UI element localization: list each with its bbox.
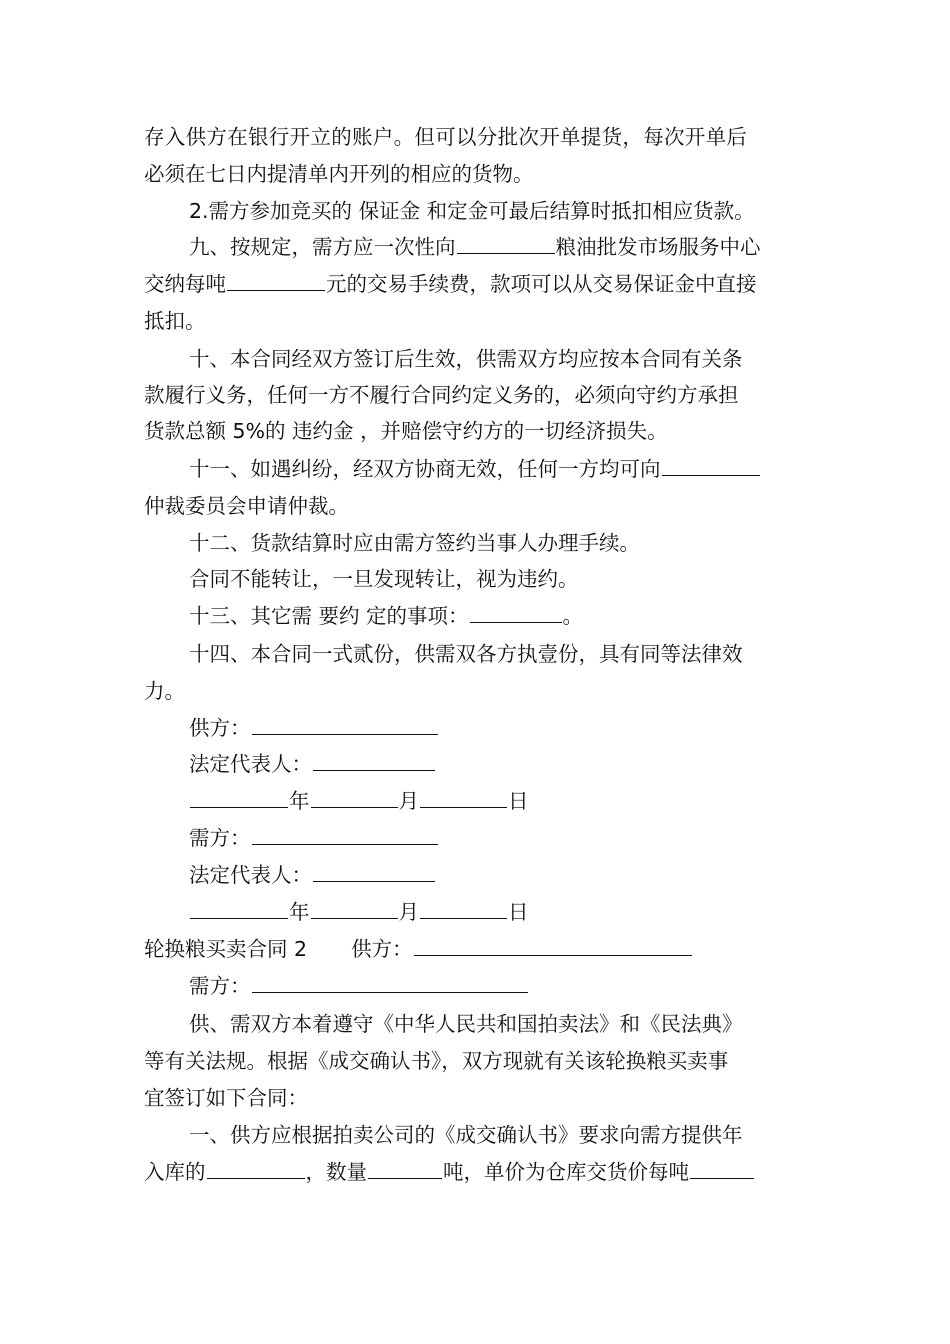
line-text: 。 [562,604,584,628]
line-text: 供方： [351,937,413,961]
line-text: 抵扣。 [144,309,206,333]
line-text: 需方： [189,826,251,850]
line-text: 法定代表人： [189,752,312,776]
blank-field [252,970,528,993]
paragraph-line [144,266,808,303]
line-text: 供方： [189,716,251,740]
line-text: 等有关法规。根据《成交确认书》，双方现就有关该轮换粮买卖事 [144,1049,729,1073]
clause-12 [189,525,808,562]
blank-field [227,268,325,291]
line-text: 供、需双方本着遵守《中华人民共和国拍卖法》和《民法典》 [189,1012,743,1036]
blank-field [311,785,398,808]
buyer-representative [189,857,808,894]
paragraph-line [144,1080,808,1117]
contract-2-heading [144,931,808,968]
clause-14 [189,636,808,673]
blank-field [190,785,288,808]
line-text: 日 [508,789,529,813]
line-text: 年 [289,789,310,813]
paragraph-line [144,673,808,710]
line-text: 吨，单价为仓库交货价每吨 [443,1160,689,1184]
line-text: 年 [289,900,310,924]
paragraph-line [144,1043,808,1080]
line-text: 一、供方应根据拍卖公司的《成交确认书》要求向需方提供年 [189,1123,743,1147]
blank-field [313,748,435,771]
line-text: 九、按规定，需方应一次性向 [189,235,456,259]
paragraph-line [144,488,808,525]
paragraph-line [144,413,808,450]
blank-field [420,785,507,808]
line-text: 存入供方在银行开立的账户。但可以分批次开单提货，每次开单后 [144,125,748,149]
line-text: 货款总额 5%的 违约金 ，并赔偿守约方的一切经济损失。 [144,419,668,443]
supplier-signature [189,710,808,747]
clause-9 [189,229,808,266]
document-title: 轮换粮买卖合同 2 [144,937,308,961]
blank-field [690,1156,754,1179]
line-text: 必须在七日内提清单内开列的相应的货物。 [144,162,534,186]
line-text: 仲裁委员会申请仲裁。 [144,494,349,518]
blank-field [190,896,288,919]
line-text: 需方： [189,974,251,998]
buyer-signature [189,820,808,857]
clause-10 [189,341,808,378]
paragraph-line [144,1154,808,1191]
paragraph-line [144,119,808,156]
blank-field [311,896,398,919]
line-text: 交纳每吨 [144,272,226,296]
line-text: 力。 [144,679,185,703]
paragraph-line [144,377,808,414]
line-text: 粮油批发市场服务中心 [555,235,761,259]
line-text: 十一、如遇纠纷，经双方协商无效，任何一方均可向 [189,457,661,481]
blank-field [207,1156,305,1179]
line-text: 款履行义务，任何一方不履行合同约定义务的，必须向守约方承担 [144,383,739,407]
blank-field [414,933,692,956]
blank-field [662,453,760,476]
clause-13 [189,598,808,635]
blank-field [420,896,507,919]
blank-field [368,1156,442,1179]
supplier-date [189,783,808,820]
buyer-line [189,968,808,1005]
line-text: 十四、本合同一式贰份，供需双各方执壹份，具有同等法律效 [189,642,743,666]
line-text: 月 [398,789,419,813]
line-text: 入库的 [144,1160,206,1184]
line-text: 十、本合同经双方签订后生效，供需双方均应按本合同有关条 [189,347,743,371]
line-text: ，数量 [305,1160,367,1184]
blank-field [313,859,435,882]
line-text: 合同不能转让，一旦发现转让，视为违约。 [189,567,579,591]
line-text: 十三、其它需 要约 定的事项： [189,604,469,628]
blank-field [252,822,438,845]
clause-8-2 [189,193,808,230]
line-text: 法定代表人： [189,863,312,887]
line-text: 元的交易手续费，款项可以从交易保证金中直接 [326,272,757,296]
clause-11 [189,451,808,488]
line-text: 宜签订如下合同： [144,1086,308,1110]
line-text: 2.需方参加竞买的 保证金 和定金可最后结算时抵扣相应货款。 [189,199,755,223]
supplier-representative [189,746,808,783]
clause-1 [189,1117,808,1154]
line-text: 日 [508,900,529,924]
line-text: 十二、货款结算时应由需方签约当事人办理手续。 [189,531,640,555]
preamble [189,1006,808,1043]
paragraph-line [144,156,808,193]
blank-field [457,231,555,254]
blank-field [252,712,438,735]
blank-field [470,600,562,623]
paragraph-line [189,561,808,598]
paragraph-line [144,303,808,340]
buyer-date [189,894,808,931]
line-text: 月 [398,900,419,924]
